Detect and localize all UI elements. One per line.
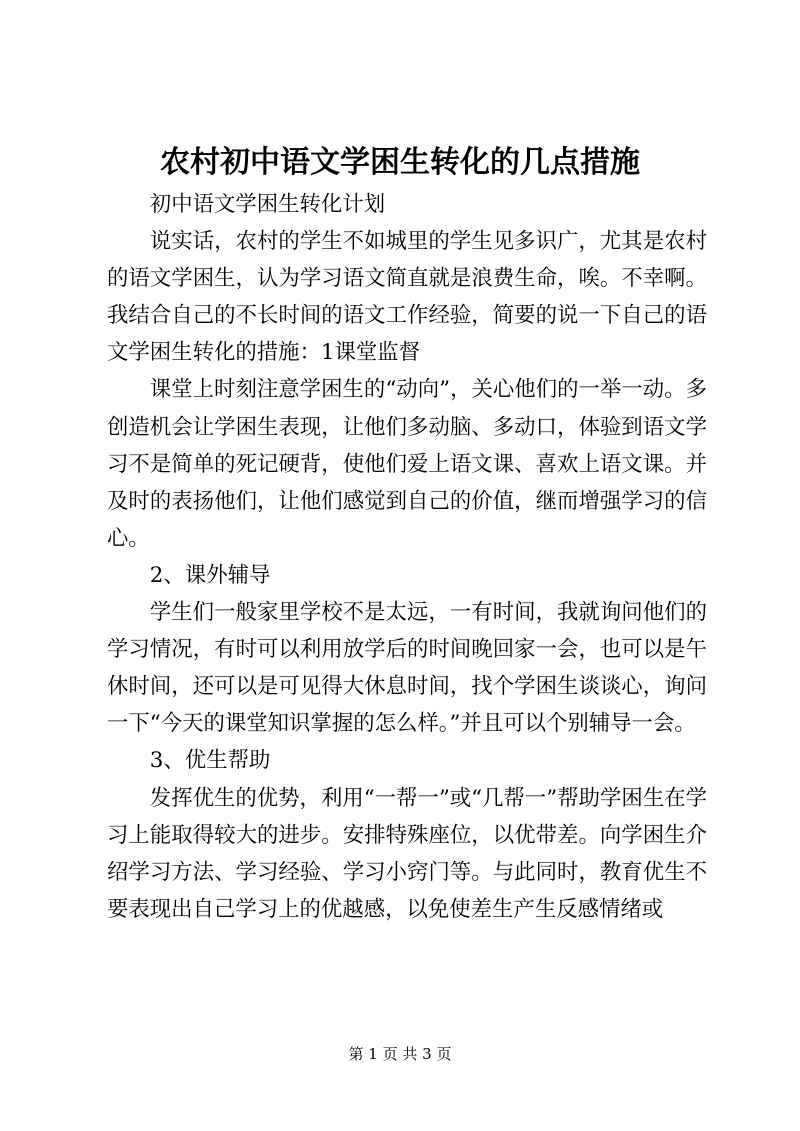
paragraph-intro: 说实话，农村的学生不如城里的学生见多识广，尤其是农村的语文学困生，认为学习语文简直就是浪费生命，唉。不幸啊。我结合自己的不长时间的语文工作经验，简要的说一下自己的语文学困生转化的措施：1课堂监督 [107, 229, 707, 366]
paragraph-subtitle: 初中语文学困生转化计划 [149, 192, 386, 217]
section-heading-tutoring: 2、课外辅导 [149, 562, 271, 588]
document-body [107, 186, 707, 928]
paragraph-tutoring: 学生们一般家里学校不是太远，一有时间，我就询问他们的学习情况，有时可以利用放学后的时间晚回家一会，也可以是午休时间，还可以是可见得大休息时间，找个学困生谈谈心，询问一下“今天的课堂知识掌握的怎么样。”并且可以个别辅导一会。 [107, 600, 707, 737]
paragraph-classroom: 课堂上时刻注意学困生的“动向”，关心他们的一举一动。多创造机会让学困生表现，让他们多动脑、多动口，体验到语文学习不是简单的死记硬背，使他们爱上语文课、喜欢上语文课。并及时的表扬他们，让他们感觉到自己的价值，继而增强学习的信心。 [107, 377, 707, 551]
document-title: 农村初中语文学困生转化的几点措施 [160, 145, 640, 180]
paragraph-peer-help: 发挥优生的优势，利用“一帮一”或“几帮一”帮助学困生在学习上能取得较大的进步。安排特殊座位，以优带差。向学困生介绍学习方法、学习经验、学习小窍门等。与此同时，教育优生不要表现出自己学习上的优越感，以免使差生产生反感情绪或 [107, 785, 707, 922]
section-heading-peer-help: 3、优生帮助 [149, 748, 271, 774]
page-footer: 第 1 页 共 3 页 [348, 1045, 452, 1063]
